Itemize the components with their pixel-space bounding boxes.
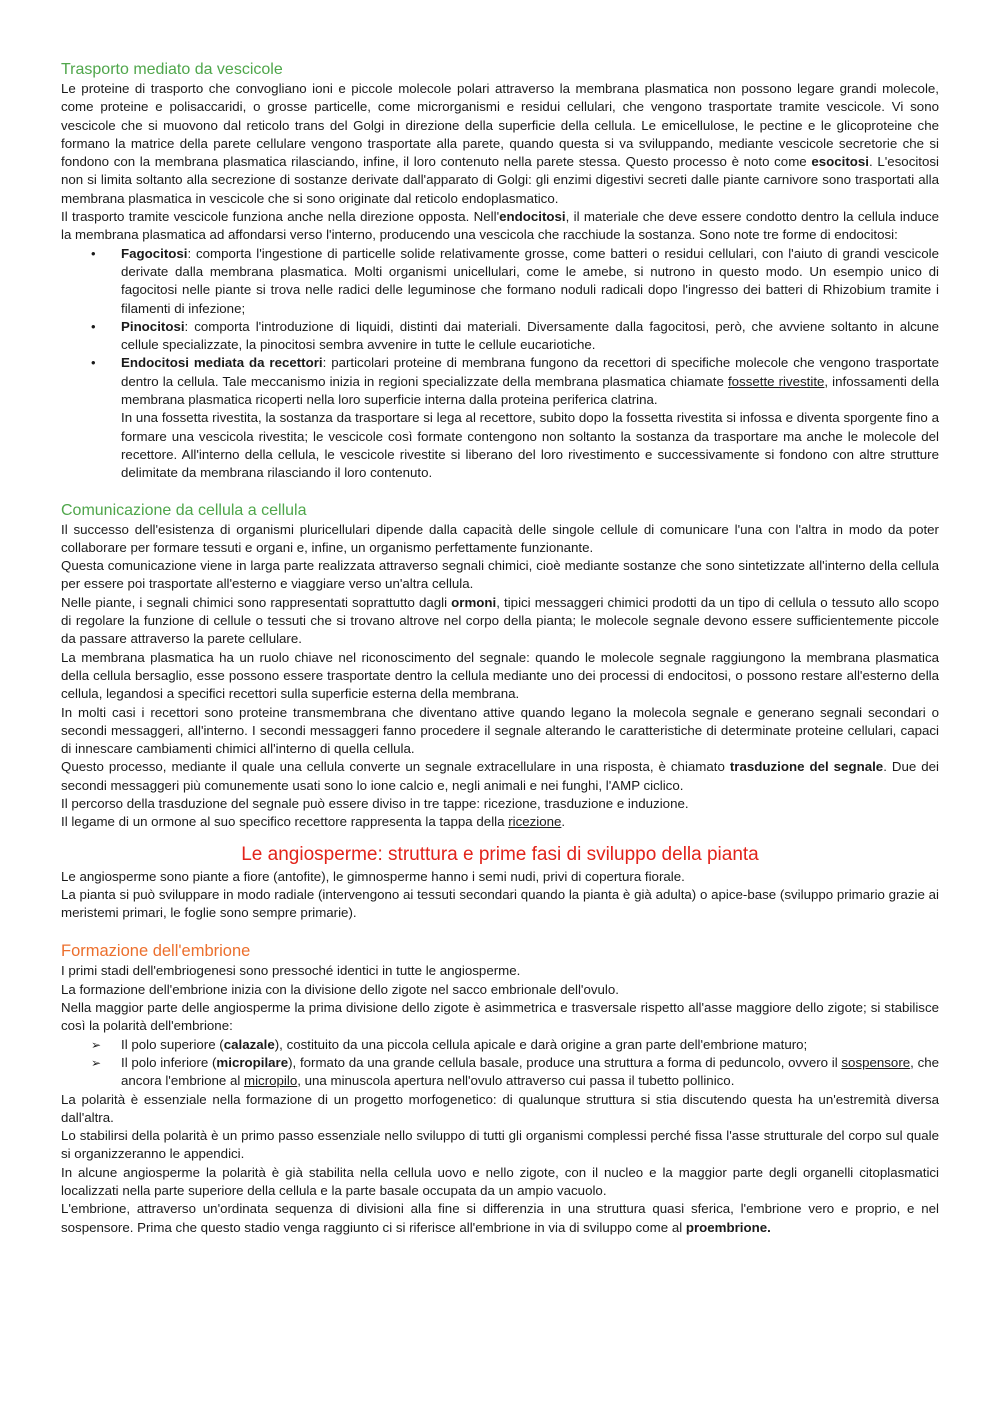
heading-angiosperms: Le angiosperme: struttura e prime fasi di sviluppo della pianta	[241, 843, 759, 865]
paragraph: I primi stadi dell'embriogenesi sono pressoché identici in tutte le angiosperme.	[61, 963, 521, 979]
heading-vesicle-transport: Trasporto mediato da vescicole	[61, 61, 283, 78]
term-trasduzione: trasduzione del segnale	[729, 759, 884, 775]
text-run: Il trasporto tramite vescicole funziona anche nella direzione opposta. Nell'	[61, 209, 500, 225]
list-item-calazale	[61, 1036, 939, 1054]
paragraph-hormones	[61, 594, 939, 649]
text-run: Le proteine di trasporto che convogliano ioni e piccole molecole polari attraverso la membrana plasmatica non possono legare grandi molecole, come proteine e polisaccaridi, o grosse particelle, come microrganismi e residui cellulari, che vengono trasportate tramite vescicole. Vi sono vescicole che si muovono dal reticolo trans del Golgi in direzione della superficie della cellula. Le emicellulose, le pectine e le glicoproteine che formano la matrice della parete cellulare vengono trasportate alla parete, quando questa si va sviluppando, mediante vescicole secretorie che si fondono con la membrana plasmatica rilasciando, infine, il loro contenuto nella parete stessa. Questo processo è noto come	[61, 81, 939, 170]
text-run: Questo processo, mediante il quale una cellula converte un segnale extracellulare in una risposta, è chiamato	[61, 759, 730, 775]
paragraph-coated-pit: In una fossetta rivestita, la sostanza da trasportare si lega al recettore, subito dopo la fossetta rivestita si infossa e diventa sporgente fino a formare una vescicola rivestita; le vescicole così formate contengono non soltanto la sostanza da trasportare ma anche le molecole del recettore. All'interno della cellula, le vescicole rivestite si liberano del loro rivestimento e successivamente si fondono con altre strutture delimitate da membrana rilasciando il loro contenuto.	[121, 410, 939, 481]
term-ricezione: ricezione	[508, 814, 562, 830]
text-run: : comporta l'introduzione di liquidi, distinti dai materiali. Diversamente dalla fagocitosi, però, che avviene soltanto in alcune cellule specializzate, la pinocitosi sembra avvenire in tutte le cellule eucariotiche.	[121, 318, 939, 353]
text-run: ), formato da una grande cellula basale, produce una struttura a forma di peduncolo, ovvero il	[288, 1054, 842, 1070]
term-endocitosi-recettori: Endocitosi mediata da recettori	[121, 355, 323, 371]
heading-embryo-formation: Formazione dell'embrione	[61, 942, 251, 961]
term-micropilo: micropilo	[244, 1073, 298, 1089]
text-run: . L'esocitosi non si limita soltanto alla secrezione di sostanze derivate dall'apparato di Golgi: gli enzimi digestivi secreti dalle piante carnivore sono trasportati alla membrana plasmatica in vescicole che si sono originate dal reticolo endoplasmatico.	[61, 154, 939, 206]
spacer	[61, 832, 939, 842]
paragraph: Il percorso della trasduzione del segnale può essere diviso in tre tappe: ricezione, trasduzione e induzione.	[61, 795, 689, 811]
spacer	[61, 483, 939, 501]
text-run: L'embrione, attraverso un'ordinata sequenza di divisioni alla fine si differenzia in una struttura quasi sferica, l'embrione vero e proprio, e nel sospensore. Prima che questo stadio venga raggiunto ci si riferisce all'embrione in via di sviluppo come al	[61, 1201, 939, 1235]
section-angiosperms	[61, 842, 939, 923]
paragraph-proembryo	[61, 1200, 939, 1237]
text-run: Il polo inferiore (	[121, 1054, 217, 1070]
text-run: . Due dei secondi messaggeri più comunemente usati sono lo ione calcio e, negli animali e nei funghi, l'AMP ciclico.	[61, 759, 939, 793]
bullet-icon: •	[91, 318, 96, 334]
paragraph: Le angiosperme sono piante a fiore (antofite), le gimnosperme hanno i semi nudi, privi di copertura fiorale.	[61, 868, 685, 884]
paragraph: Il successo dell'esistenza di organismi pluricellulari dipende dalla capacità delle singole cellule di comunicare l'una con l'altra in modo da poter collaborare per formare tessuti e organi e, infine, un organismo perfettamente funzionante.	[61, 521, 939, 555]
paragraph-exocytosis	[61, 80, 939, 208]
section-vesicle-transport	[61, 60, 939, 483]
paragraph-signal-transduction	[61, 758, 939, 795]
text-run: .	[561, 814, 566, 830]
list-item-micropilare	[61, 1054, 939, 1091]
text-run: , che ancora l'embrione al	[121, 1054, 940, 1089]
bullet-icon: •	[91, 245, 96, 261]
text-run: : comporta l'ingestione di particelle solide relativamente grosse, come batteri o residui cellulari, con l'aiuto di grandi vescicole derivate dalla membrana plasmatica. Molti organismi unicellulari, come le amebe, si nutrono in questo modo. Un esempio unico di fagocitosi nelle piante si trova nelle radici delle leguminose che formano noduli radicali dopo l'ingresso dei batteri di Rhizobium tramite i filamenti di infezione;	[121, 245, 939, 316]
term-ormoni: ormoni	[451, 594, 497, 610]
section-embryo-formation	[61, 940, 939, 1236]
paragraph: Nella maggior parte delle angiosperme la prima divisione dello zigote è asimmetrica e trasversale rispetto all'asse maggiore dello zigote; si stabilisce così la polarità dell'embrione:	[61, 1000, 939, 1034]
endocytosis-list	[61, 245, 939, 483]
term-proembrione: proembrione.	[685, 1219, 771, 1235]
text-run: Il polo superiore (	[121, 1036, 224, 1052]
spacer	[61, 922, 939, 940]
paragraph: Lo stabilirsi della polarità è un primo passo essenziale nello sviluppo di tutti gli organismi complessi perché fissa l'asse strutturale del corpo sul quale si organizzeranno le appendici.	[61, 1128, 939, 1162]
paragraph: Questa comunicazione viene in larga parte realizzata attraverso segnali chimici, cioè mediante sostanze che sono sintetizzate all'interno della cellula per essere poi trasportate all'esterno e viaggiare verso un'altra cellula.	[61, 558, 939, 592]
list-item-pinocitosi	[61, 318, 939, 355]
text-run: , infossamenti della membrana plasmatica ricoperti nella loro superficie interna dalla proteina periferica clatrina.	[121, 373, 939, 408]
paragraph: La formazione dell'embrione inizia con la divisione dello zigote nel sacco embrionale dell'ovulo.	[61, 981, 619, 997]
paragraph: La membrana plasmatica ha un ruolo chiave nel riconoscimento del segnale: quando le molecole segnale raggiungono la membrana plasmatica della cellula bersaglio, esse possono essere trasportate dentro la cellula mediante uno dei processi di endocitosi, o possono restare all'esterno della cellula, legandosi a specifici recettori sulla superficie esterna della membrana.	[61, 649, 939, 702]
text-run: Nelle piante, i segnali chimici sono rappresentati soprattutto dagli	[61, 594, 452, 610]
polarity-list	[61, 1036, 939, 1091]
paragraph: La pianta si può sviluppare in modo radiale (intervengono ai tessuti secondari quando la pianta è già adulta) o apice-base (sviluppo primario grazie ai meristemi primari, le foglie sono sempre primarie).	[61, 886, 939, 921]
paragraph-reception	[61, 813, 939, 831]
text-run: Il legame di un ormone al suo specifico recettore rappresenta la tappa della	[61, 814, 509, 830]
text-run: : particolari proteine di membrana fungono da recettori di specifiche molecole che vengono trasportate dentro la cellula. Tale meccanismo inizia in regioni specializzate della membrana plasmatica chiamate	[121, 355, 940, 389]
term-fossette-rivestite: fossette rivestite	[727, 373, 825, 389]
term-pinocitosi: Pinocitosi	[121, 318, 185, 334]
arrow-bullet-icon: ➢	[91, 1037, 102, 1052]
paragraph: La polarità è essenziale nella formazione di un progetto morfogenetico: di qualunque struttura si stia discutendo questa ha un'estremità diversa dall'altra.	[61, 1091, 939, 1125]
list-item-fagocitosi	[61, 245, 939, 318]
term-calazale: calazale	[223, 1036, 275, 1052]
text-run: , il materiale che deve essere condotto dentro la cellula induce la membrana plasmatica ad affondarsi verso l'interno, producendo una vescicola che racchiude la sostanza. Sono note tre forme di endocitosi:	[61, 209, 939, 243]
term-sospensore: sospensore	[841, 1054, 911, 1070]
list-item-endocitosi-recettori	[61, 354, 939, 482]
arrow-bullet-icon: ➢	[91, 1055, 102, 1070]
text-run: , una minuscola apertura nell'ovulo attraverso cui passa il tubetto pollinico.	[297, 1073, 735, 1089]
term-micropilare: micropilare	[216, 1054, 289, 1070]
term-endocitosi: endocitosi	[499, 209, 566, 225]
text-run: , tipici messaggeri chimici prodotti da un tipo di cellula o tessuto allo scopo di regolare la funzione di cellule o tessuti che si trovano altrove nel corpo della pianta; le molecole segnale devono essere sufficientemente piccole da passare attraverso la parete cellulare.	[61, 594, 939, 647]
bullet-icon: •	[91, 355, 96, 371]
paragraph: In molti casi i recettori sono proteine transmembrana che diventano attive quando legano la molecola segnale e generano segnali secondari o secondi messaggeri, all'interno. I secondi messaggeri fanno procedere il segnale alterando le caratteristiche di determinate proteine cellulari, capaci di innescare cambiamenti chimici all'interno di quella cellula.	[61, 704, 939, 757]
text-run: ), costituito da una piccola cellula apicale e darà origine a gran parte dell'embrione maturo;	[274, 1036, 808, 1052]
section-cell-communication	[61, 501, 939, 832]
heading-cell-communication: Comunicazione da cellula a cellula	[61, 501, 307, 519]
paragraph: In alcune angiosperme la polarità è già stabilita nella cellula uovo e nello zigote, con il nucleo e la maggior parte degli organelli citoplasmatici localizzati nella parte superiore della cellula e la parte basale occupata da un ampio vacuolo.	[61, 1164, 939, 1199]
term-esocitosi: esocitosi	[811, 154, 869, 170]
term-fagocitosi: Fagocitosi	[121, 245, 188, 261]
paragraph-endocytosis	[61, 208, 939, 245]
